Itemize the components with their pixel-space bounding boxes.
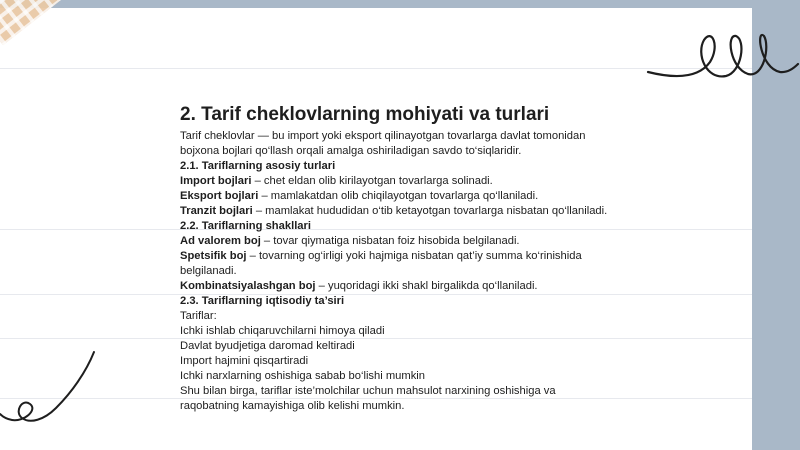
list-item [180,204,740,219]
effect-line: Ichki narxlarning oshishiga sabab bo‘lishi mumkin [180,370,426,382]
list-item [180,174,740,189]
section-heading: 2.2. Tariflarning shakllari [180,220,311,232]
effect-line: Ichki ishlab chiqaruvchilarni himoya qiladi [180,325,385,337]
effect-line: Shu bilan birga, tariflar iste’molchilar uchun mahsulot narxining oshishiga va [180,385,556,397]
curl-squiggle-decoration [0,348,100,428]
term-description: – tovarning og‘irligi yoki hajmiga nisbatan qat’iy summa ko‘rinishida [246,250,582,262]
list-item-continuation: belgilanadi. [180,265,237,277]
effect-line: Import hajmini qisqartiradi [180,355,309,367]
intro-line: Tarif cheklovlar — bu import yoki eksport qilinayotgan tovarlarga davlat tomonidan [180,130,586,142]
term-description: – chet eldan olib kirilayotgan tovarlarga solinadi. [251,175,493,187]
list-item [180,249,740,264]
list-item [180,189,740,204]
term-description: – mamlakat hududidan o‘tib ketayotgan tovarlarga nisbatan qo‘llaniladi. [252,205,608,217]
term: Kombinatsiyalashgan boj [180,280,316,292]
effect-line: Davlat byudjetiga daromad keltiradi [180,340,355,352]
term: Eksport bojlari [180,190,259,202]
term-description: – yuqoridagi ikki shakl birgalikda qo‘llaniladi. [315,280,538,292]
list-item [180,279,740,294]
term-description: – tovar qiymatiga nisbatan foiz hisobida belgilanadi. [260,235,520,247]
section-heading: 2.1. Tariflarning asosiy turlari [180,160,336,172]
loop-squiggle-decoration [640,10,800,90]
intro-line: bojxona bojlari qo‘llash orqali amalga oshiriladigan savdo to‘siqlaridir. [180,145,522,157]
section-heading: 2.3. Tariflarning iqtisodiy ta’siri [180,295,345,307]
term: Ad valorem boj [180,235,261,247]
list-item [180,234,740,249]
effect-line: raqobatning kamayishiga olib kelishi mumkin. [180,400,405,412]
page-title: 2. Tarif cheklovlarning mohiyati va turlari [180,104,550,125]
effect-line: Tariflar: [180,310,217,322]
term-description: – mamlakatdan olib chiqilayotgan tovarlarga qo‘llaniladi. [258,190,539,202]
term: Import bojlari [180,175,252,187]
term: Tranzit bojlari [180,205,253,217]
term: Spetsifik boj [180,250,247,262]
document-content [180,104,740,414]
